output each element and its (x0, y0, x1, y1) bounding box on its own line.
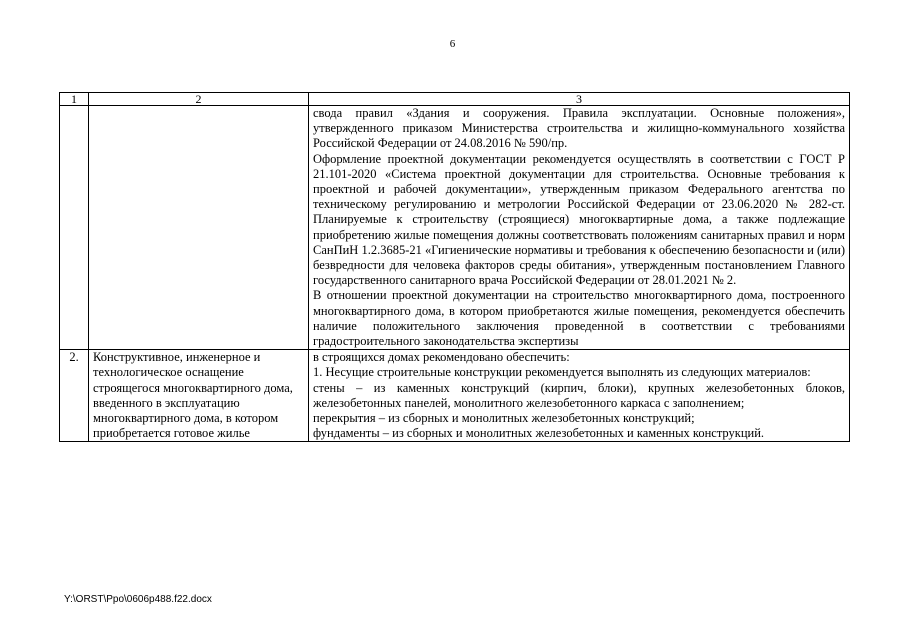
row-content (309, 350, 850, 442)
paragraph: Оформление проектной документации рекомендуется осуществлять в соответствии с ГОСТ Р 21.101-2020 «Система проектной документации для строительства. Основные требования к проектной и рабочей документации», утвержденным приказом Федерального агентства по техническому регулированию и метрологии Российской Федерации от 23.06.2020 № 282-ст. Планируемые к строительству (строящиеся) многоквартирные дома, а также подлежащие приобретению жилые помещения должны соответствовать положениям санитарных правил и норм СанПиН 1.2.3685-21 «Гигиенические нормативы и требования к обеспечению безопасности и (или) безвредности для человека факторов среды обитания», утвержденным постановлением Главного государственного санитарного врача Российской Федерации от 28.01.2021 № 2. (313, 151, 845, 288)
table-row (60, 106, 850, 350)
paragraph: В отношении проектной документации на строительство многоквартирного дома, построенного многоквартирного дома, в котором приобретаются жилые помещения, рекомендуется обеспечить наличие положительного заключения проведенной в соответствии с требованиями градостроительного законодательства экспертизы (313, 288, 845, 349)
document-table (59, 92, 850, 442)
paragraph: стены – из каменных конструкций (кирпич, блоки), крупных железобетонных блоков, железобетонных панелей, монолитного железобетонного каркаса с заполнением; (313, 380, 845, 410)
row-title (89, 106, 309, 350)
row-content (309, 106, 850, 350)
header-cell-2: 2 (89, 93, 309, 106)
table-row (60, 350, 850, 442)
paragraph: перекрытия – из сборных и монолитных железобетонных конструкций; (313, 411, 695, 426)
paragraph: в строящихся домах рекомендовано обеспечить: (313, 350, 570, 365)
row-number: 2. (60, 350, 89, 442)
row-title: Конструктивное, инженерное и технологическое оснащение строящегося многоквартирного дома, введенного в эксплуатацию многоквартирного дома, в котором приобретается готовое жилье (89, 350, 309, 442)
paragraph: свода правил «Здания и сооружения. Правила эксплуатации. Основные положения», утвержденного приказом Министерства строительства и жилищно-коммунального хозяйства Российской Федерации от 24.08.2016 № 590/пр. (313, 106, 845, 151)
paragraph: 1. Несущие строительные конструкции рекомендуется выполнять из следующих материалов: (313, 365, 811, 380)
file-path-footer: Y:\ORST\Ppo\0606p488.f22.docx (64, 594, 212, 605)
row-number (60, 106, 89, 350)
table-header-row (60, 93, 850, 106)
page-number: 6 (449, 38, 456, 50)
paragraph: фундаменты – из сборных и монолитных железобетонных и каменных конструкций. (313, 426, 765, 441)
header-cell-3: 3 (309, 93, 850, 106)
header-cell-1: 1 (60, 93, 89, 106)
